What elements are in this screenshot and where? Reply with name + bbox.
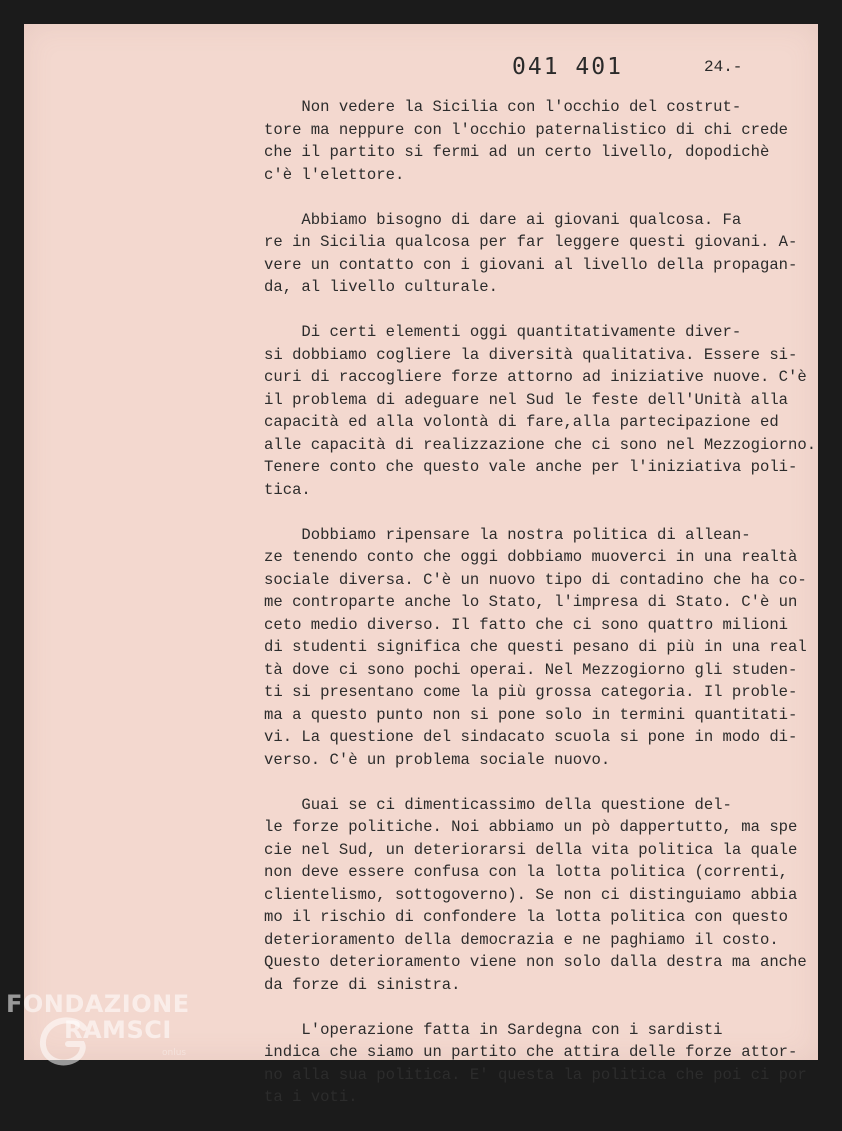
text-line: vi. La questione del sindacato scuola si pone in modo di-	[264, 728, 798, 746]
text-line: le forze politiche. Noi abbiamo un pò dappertutto, ma spe	[264, 818, 798, 836]
text-line: il problema di adeguare nel Sud le feste dell'Unità alla	[264, 390, 789, 409]
document-body	[264, 96, 824, 1131]
paragraph-3	[264, 321, 824, 501]
text-line: c'è l'elettore.	[264, 165, 405, 184]
watermark-line2: RAMSCI	[64, 1016, 172, 1044]
text-line: capacità ed alla volontà di fare,alla partecipazione ed	[264, 413, 779, 431]
text-line: che il partito si fermi ad un certo livello, dopodichè	[264, 143, 770, 161]
text-line: tà dove ci sono pochi operai. Nel Mezzogiorno gli studen-	[264, 660, 798, 679]
text-line: ze tenendo conto che oggi dobbiamo muoverci in una realtà	[264, 548, 798, 566]
text-line: sociale diversa. C'è un nuovo tipo di contadino che ha co-	[264, 570, 807, 589]
text-line: indica che siamo un partito che attira delle forze attor-	[264, 1043, 798, 1061]
document-page	[24, 24, 818, 1106]
fondazione-gramsci-watermark	[4, 986, 214, 1066]
text-line: Abbiamo bisogno di dare ai giovani qualcosa. Fa	[264, 210, 742, 229]
watermark-line1: FONDAZIONE	[6, 990, 190, 1018]
paragraph-4	[264, 524, 824, 772]
text-line: Dobbiamo ripensare la nostra politica di allean-	[264, 525, 751, 544]
text-line: non deve essere confusa con la lotta politica (correnti,	[264, 863, 789, 881]
text-line: Guai se ci dimenticassimo della questione del-	[264, 795, 732, 814]
document-number: 041 401	[512, 54, 623, 80]
text-line: L'operazione fatta in Sardegna con i sardisti	[264, 1020, 723, 1039]
text-line: mo il rischio di confondere la lotta politica con questo	[264, 908, 789, 926]
text-line: alle capacità di realizzazione che ci sono nel Mezzogiorno.	[264, 435, 817, 454]
text-line: tore ma neppure con l'occhio paternalistico di chi crede	[264, 120, 789, 139]
paragraph-5	[264, 794, 824, 997]
text-line: Di certi elementi oggi quantitativamente diver-	[264, 323, 742, 341]
text-line: cie nel Sud, un deteriorarsi della vita politica la quale	[264, 840, 798, 859]
text-line: ti si presentano come la più grossa categoria. Il proble-	[264, 683, 798, 701]
text-line: verso. C'è un problema sociale nuovo.	[264, 750, 611, 769]
text-line: tica.	[264, 480, 311, 499]
text-line: curi di raccogliere forze attorno ad iniziative nuove. C'è	[264, 368, 807, 386]
page-number: 24.-	[704, 58, 743, 76]
text-line: ta i voti.	[264, 1088, 358, 1106]
text-line: Questo deterioramento viene non solo dalla destra ma anche	[264, 953, 807, 971]
text-line: re in Sicilia qualcosa per far leggere questi giovani. A-	[264, 233, 798, 251]
paragraph-2	[264, 209, 824, 299]
text-line: Tenere conto che questo vale anche per l'iniziativa poli-	[264, 458, 798, 476]
text-line: clientelismo, sottogoverno). Se non ci distinguiamo abbia	[264, 885, 798, 904]
text-line: vere un contatto con i giovani al livello della propagan-	[264, 255, 798, 274]
text-line: Non vedere la Sicilia con l'occhio del costrut-	[264, 98, 742, 116]
text-line: no alla sua politica. E' questa la politica che poi ci por	[264, 1065, 807, 1084]
text-line: si dobbiamo cogliere la diversità qualitativa. Essere si-	[264, 345, 798, 364]
text-line: da, al livello culturale.	[264, 278, 498, 296]
paragraph-6	[264, 1019, 824, 1109]
text-line: da forze di sinistra.	[264, 975, 461, 994]
text-line: ma a questo punto non si pone solo in termini quantitati-	[264, 705, 798, 724]
text-line: me controparte anche lo Stato, l'impresa di Stato. C'è un	[264, 593, 798, 611]
text-line: di studenti significa che questi pesano di più in una real	[264, 638, 807, 656]
watermark-sub: onlus	[162, 1048, 187, 1058]
text-line: deterioramento della democrazia e ne paghiamo il costo.	[264, 930, 779, 949]
paragraph-1	[264, 96, 824, 186]
text-line: ceto medio diverso. Il fatto che ci sono quattro milioni	[264, 615, 789, 634]
